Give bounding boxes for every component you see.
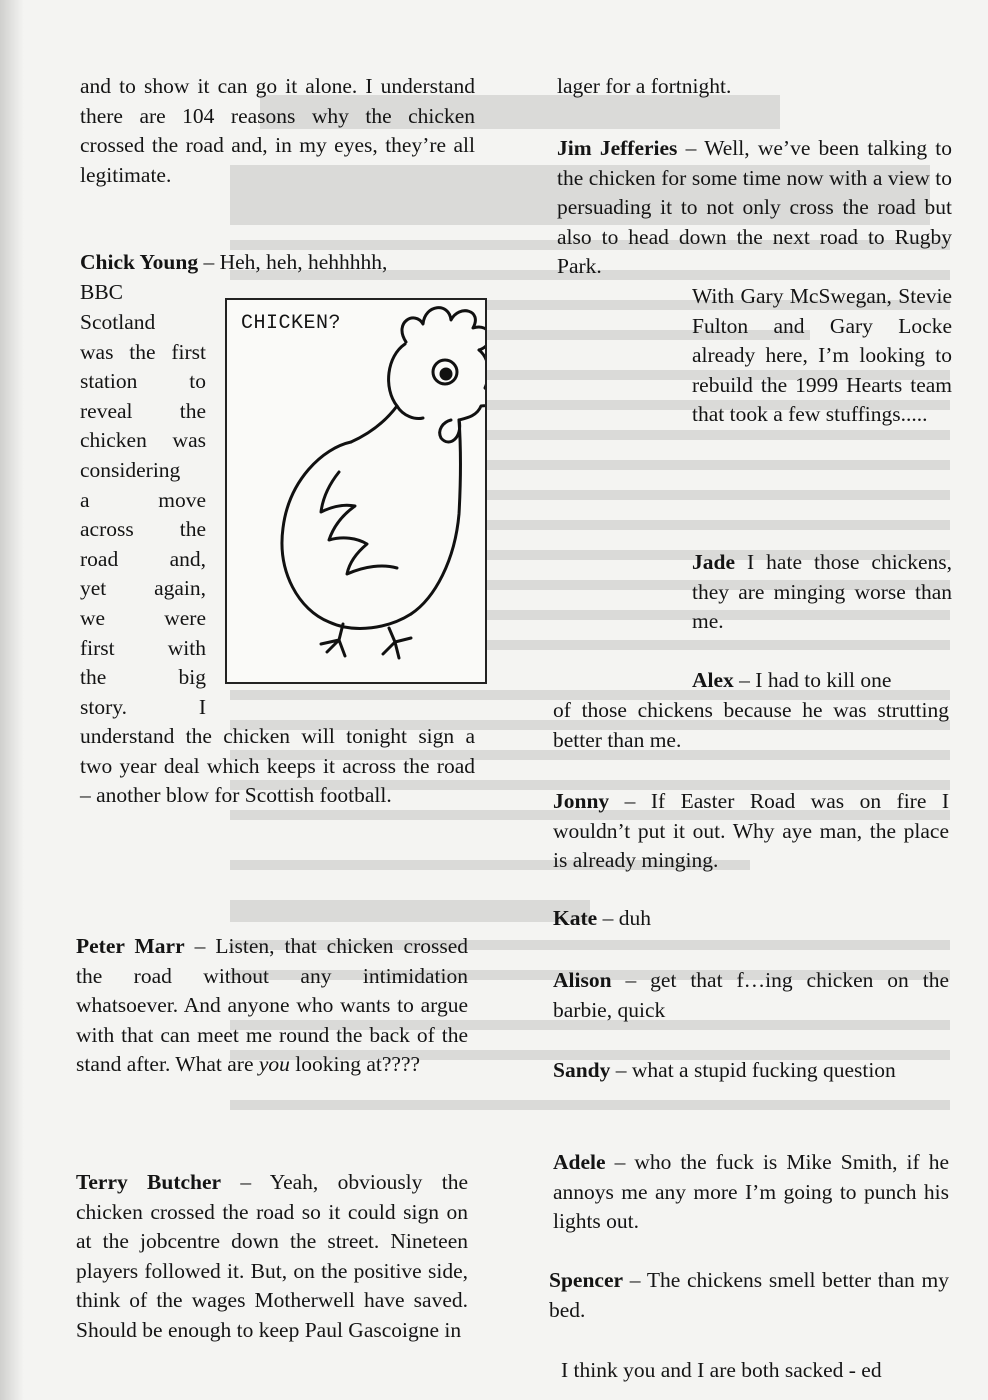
alison-paragraph	[553, 966, 949, 1025]
speaker-adele: Adele	[553, 1150, 606, 1174]
left-intro-paragraph: and to show it can go it alone. I understand there are 104 reasons why the chicken crossed the road and, in my eyes, they’re all legitimate.	[80, 74, 475, 187]
chick-young-narrow-line: we were	[80, 605, 206, 630]
alex-first-line	[692, 666, 952, 696]
right-lager-line: lager for a fortnight.	[557, 74, 732, 98]
kate-quote: – duh	[597, 906, 651, 930]
adele-paragraph	[553, 1148, 949, 1237]
speaker-peter-marr: Peter Marr	[76, 934, 185, 958]
peter-marr-quote-end: looking at????	[289, 1052, 421, 1077]
alison-quote: – get that f…ing chicken on the barbie, quick	[553, 968, 949, 1022]
chicken-body-stroke	[321, 624, 345, 656]
chick-young-first-line	[80, 248, 475, 278]
peter-marr-quote: – Listen, that chicken crossed the road without any intimidation whatsoever. And anyone who wants to argue with that can meet me round the back of the stand after. What are	[76, 934, 468, 1077]
chicken-body-stroke	[411, 420, 461, 614]
chicken-illustration-box	[225, 298, 487, 684]
editor-closing-line: I think you and I are both sacked - ed	[561, 1358, 882, 1382]
jim-jefferies-quote: – Well, we’ve been talking to the chicken for some time now with a view to persuading it to not only cross the road but also to head down the next road to Rugby Park.	[557, 136, 952, 279]
speaker-jonny: Jonny	[553, 789, 610, 813]
jonny-paragraph	[553, 787, 949, 876]
chick-young-narrow-line: across the	[80, 517, 206, 542]
page-binding-shadow	[0, 0, 24, 1400]
jade-quote: I hate those chickens, they are minging worse than me.	[692, 550, 952, 634]
chicken-body-stroke	[282, 442, 411, 628]
chicken-body-stroke	[321, 472, 397, 574]
chicken-body-stroke	[383, 628, 411, 658]
terry-butcher-quote: – Yeah, obviously the chicken crossed the road so it could sign on at the jobcentre down the street. Nineteen players followed it. But, on the positive side, think of the wages Motherwell have saved. Should be enough to keep Paul Gascoigne in	[76, 1170, 468, 1342]
speaker-alex: Alex	[692, 668, 734, 692]
speaker-spencer: Spencer	[549, 1268, 624, 1292]
chick-young-narrow-line: story. I	[80, 694, 206, 719]
chick-young-narrow-line: station to	[80, 369, 206, 394]
speaker-kate: Kate	[553, 906, 598, 930]
peter-marr-paragraph	[76, 932, 468, 1080]
alex-rest: of those chickens because he was strutting better than me.	[553, 698, 949, 752]
speaker-terry-butcher: Terry Butcher	[76, 1170, 222, 1194]
chick-young-bbc: BBC	[80, 280, 124, 304]
speaker-sandy: Sandy	[553, 1058, 611, 1082]
peter-marr-emphasis: you	[258, 1052, 290, 1077]
jonny-quote: – If Easter Road was on fire I wouldn’t put it out. Why aye man, the place is already minging.	[553, 789, 949, 873]
chick-young-quote-end: understand the chicken will tonight sign a two year deal which keeps it across the road – another blow for Scottish football.	[80, 724, 475, 808]
jim-jefferies-wrap: With Gary McSwegan, Stevie Fulton and Gary Locke already here, I’m looking to rebuild the 1999 Hearts team that took a few stuffings.....	[692, 284, 952, 427]
chick-young-narrow-line: chicken was	[80, 428, 206, 453]
chick-young-narrow-line: considering	[80, 457, 181, 482]
chicken-drawing-icon	[227, 300, 485, 682]
speaker-jade: Jade	[692, 550, 735, 574]
adele-quote: – who the fuck is Mike Smith, if he annoys me any more I’m going to punch his lights out.	[553, 1150, 949, 1234]
speaker-jim-jefferies: Jim Jefferies	[557, 136, 678, 160]
chick-young-narrow-column	[80, 308, 206, 722]
alex-quote-start: – I had to kill one	[733, 668, 892, 692]
terry-butcher-paragraph	[76, 1168, 468, 1346]
sandy-paragraph	[553, 1056, 949, 1086]
spencer-paragraph	[549, 1266, 949, 1325]
spencer-quote: – The chickens smell better than my bed.	[549, 1268, 949, 1322]
jade-paragraph	[692, 548, 952, 637]
chicken-caption: CHICKEN?	[241, 312, 342, 335]
sandy-quote: – what a stupid fucking question	[610, 1058, 896, 1082]
chick-young-narrow-line: yet again,	[80, 576, 206, 601]
chick-young-narrow-line: reveal the	[80, 398, 206, 423]
speaker-chick-young: Chick Young	[80, 250, 199, 274]
chick-young-narrow-line: the big	[80, 665, 206, 690]
kate-paragraph	[553, 904, 949, 934]
speaker-alison: Alison	[553, 968, 612, 992]
chicken-body-stroke	[351, 406, 397, 442]
chick-young-narrow-line: road and,	[80, 546, 206, 571]
chick-young-narrow-line: first with	[80, 635, 206, 660]
chick-young-narrow-line: Scotland	[80, 310, 156, 334]
chick-young-narrow-line: was the first	[80, 339, 206, 364]
jim-jefferies-paragraph	[557, 134, 952, 282]
chick-young-narrow-line: a move	[80, 487, 206, 512]
chick-young-quote-start: – Heh, heh, hehhhhh,	[198, 250, 388, 274]
